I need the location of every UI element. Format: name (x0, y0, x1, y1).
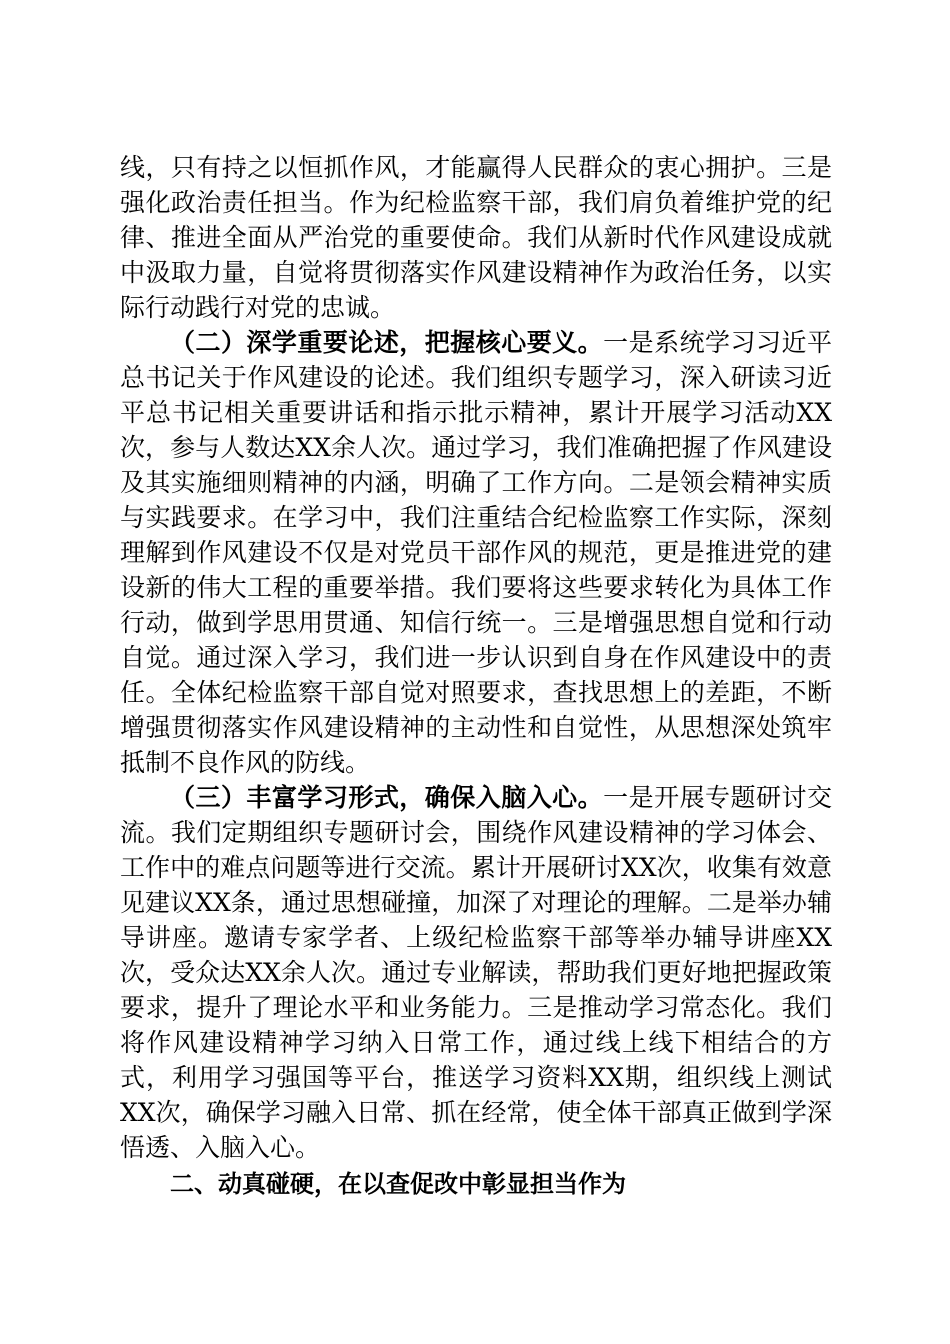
paragraph-section-3 (120, 780, 832, 1165)
paragraph-section-2 (120, 325, 832, 780)
paragraph-text: 一是系统学习习近平总书记关于作风建设的论述。我们组织专题学习，深入研读习近平总书记相关重要讲话和指示批示精神，累计开展学习活动XX次，参与人数达XX余人次。通过学习，我们准确把握了作风建设及其实施细则精神的内涵，明确了工作方向。二是领会精神实质与实践要求。在学习中，我们注重结合纪检监察工作实际，深刻理解到作风建设不仅是对党员干部作风的规范，更是推进党的建设新的伟大工程的重要举措。我们要将这些要求转化为具体工作行动，做到学思用贯通、知信行统一。三是增强思想自觉和行动自觉。通过深入学习，我们进一步认识到自身在作风建设中的责任。全体纪检监察干部自觉对照要求，查找思想上的差距，不断增强贯彻落实作风建设精神的主动性和自觉性，从思想深处筑牢抵制不良作风的防线。 (120, 328, 832, 777)
document-body (120, 150, 832, 1203)
paragraph-continuation (120, 150, 832, 325)
subsection-heading: （二）深学重要论述，把握核心要义。 (170, 328, 604, 357)
subsection-heading: （三）丰富学习形式，确保入脑入心。 (170, 783, 604, 812)
paragraph-text: 线，只有持之以恒抓作风，才能赢得人民群众的衷心拥护。三是强化政治责任担当。作为纪检监察干部，我们肩负着维护党的纪律、推进全面从严治党的重要使命。我们从新时代作风建设成就中汲取力量，自觉将贯彻落实作风建设精神作为政治任务，以实际行动践行对党的忠诚。 (120, 153, 832, 322)
section-heading: 二、动真碰硬，在以查促改中彰显担当作为 (170, 1170, 626, 1198)
paragraph-text: 一是开展专题研讨交流。我们定期组织专题研讨会，围绕作风建设精神的学习体会、工作中的难点问题等进行交流。累计开展研讨XX次，收集有效意见建议XX条，通过思想碰撞，加深了对理论的理解。二是举办辅导讲座。邀请专家学者、上级纪检监察干部等举办辅导讲座XX次，受众达XX余人次。通过专业解读，帮助我们更好地把握政策要求，提升了理论水平和业务能力。三是推动学习常态化。我们将作风建设精神学习纳入日常工作，通过线上线下相结合的方式，利用学习强国等平台，推送学习资料XX期，组织线上测试XX次，确保学习融入日常、抓在经常，使全体干部真正做到学深悟透、入脑入心。 (120, 783, 832, 1162)
